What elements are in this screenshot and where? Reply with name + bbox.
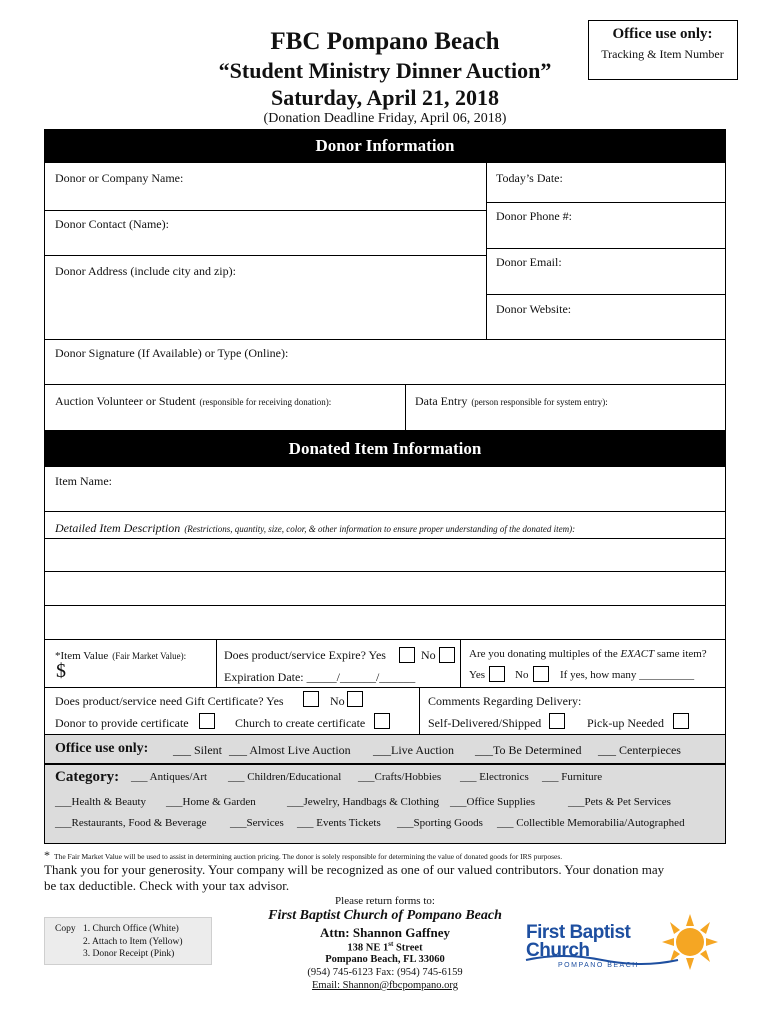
expire-no-label: No [421, 648, 436, 662]
street-a: 138 NE 1 [347, 942, 389, 954]
office-use-box-subtitle: Tracking & Item Number [601, 47, 724, 61]
footnote-mark: * [44, 848, 50, 862]
donor-cert-checkbox[interactable] [199, 713, 215, 729]
item-value-field[interactable] [72, 664, 212, 684]
item-value-label [55, 646, 186, 664]
item-desc-label-text: Detailed Item Description [55, 521, 181, 535]
org-title: FBC Pompano Beach [270, 28, 500, 55]
donor-section-title: Donor Information [44, 129, 726, 163]
deadline-note: (Donation Deadline Friday, April 06, 2018) [263, 111, 507, 126]
category-option[interactable]: ___Home & Garden [166, 796, 256, 808]
office-use-option-almost-live[interactable]: ___ Almost Live Auction [229, 743, 351, 757]
multiples-question [469, 648, 707, 660]
volunteer-label [55, 392, 331, 410]
category-option[interactable]: ___Services [230, 817, 284, 829]
self-delivered-label: Self-Delivered/Shipped [428, 716, 542, 730]
category-option[interactable]: ___ Electronics [460, 771, 529, 783]
donor-signature-label: Donor Signature (If Available) or Type (Online): [55, 346, 289, 360]
todays-date-label: Today’s Date: [496, 171, 563, 185]
gift-no-label: No [330, 694, 345, 708]
multiples-no-label: No [515, 669, 529, 681]
copy-item: 3. Donor Receipt (Pink) [83, 949, 175, 959]
item-name-field[interactable] [45, 467, 725, 511]
street-sup: st [388, 940, 394, 948]
item-desc-label-note: (Restrictions, quantity, size, color, & other information to ensure proper understanding of the donated item): [184, 524, 576, 534]
self-delivered-checkbox[interactable] [549, 713, 565, 729]
city-line: Pompano Beach, FL 33060 [325, 954, 445, 965]
volunteer-label-note: (responsible for receiving donation): [199, 397, 332, 407]
church-logo [522, 912, 722, 976]
data-entry-label-note: (person responsible for system entry): [471, 397, 608, 407]
multiples-question-a: Are you donating multiples of the [469, 648, 618, 660]
office-use-option-silent[interactable]: ___ Silent [173, 743, 223, 757]
volunteer-label-text: Auction Volunteer or Student [55, 394, 196, 408]
category-option[interactable]: ___Jewelry, Handbags & Clothing [287, 796, 440, 808]
category-option[interactable]: ___ Children/Educational [228, 771, 342, 783]
gift-no-checkbox[interactable] [347, 691, 363, 707]
copies-label: Copy [55, 924, 76, 934]
category-option[interactable]: ___ Events Tickets [297, 817, 381, 829]
return-forms-label: Please return forms to: [335, 895, 435, 907]
expire-yes-checkbox[interactable] [399, 647, 415, 663]
category-option[interactable]: ___ Furniture [542, 771, 603, 783]
pickup-checkbox[interactable] [673, 713, 689, 729]
expire-question: Does product/service Expire? Yes [224, 648, 386, 662]
gift-question: Does product/service need Gift Certificate? Yes [55, 694, 284, 708]
logo-line-1: First Baptist [526, 922, 631, 943]
church-cert-checkbox[interactable] [374, 713, 390, 729]
attn-line: Attn: Shannon Gaffney [319, 925, 451, 940]
event-date: Saturday, April 21, 2018 [271, 85, 499, 110]
pickup-label: Pick-up Needed [587, 716, 664, 730]
category-option[interactable]: ___Sporting Goods [397, 817, 483, 829]
office-use-option-centerpieces[interactable]: ___ Centerpieces [598, 743, 681, 757]
donor-cert-label: Donor to provide certificate [55, 716, 189, 730]
event-title: “Student Ministry Dinner Auction” [218, 58, 552, 83]
category-option[interactable]: ___Pets & Pet Services [568, 796, 671, 808]
street-b: Street [393, 942, 423, 954]
item-name-label: Item Name: [55, 474, 112, 488]
multiples-yes-label: Yes [469, 669, 486, 681]
data-entry-label [415, 392, 608, 410]
data-entry-label-text: Data Entry [415, 394, 468, 408]
logo-line-3: POMPANO BEACH [558, 962, 639, 969]
office-use-box[interactable] [588, 20, 738, 80]
thanks-line-1: Thank you for your generosity. Your company will be recognized as one of our valued contributors. Your donation may [44, 862, 665, 877]
item-section-title: Donated Item Information [44, 431, 726, 467]
category-option[interactable]: ___Office Supplies [450, 796, 536, 808]
category-option[interactable]: ___Crafts/Hobbies [358, 771, 442, 783]
donor-phone-label: Donor Phone #: [496, 209, 572, 223]
donor-address-label: Donor Address (include city and zip): [55, 264, 236, 278]
item-value-label-text: *Item Value [55, 650, 109, 662]
category-option[interactable]: ___Restaurants, Food & Beverage [55, 817, 207, 829]
category-option[interactable]: ___Health & Beauty [55, 796, 147, 808]
email-link[interactable]: Email: Shannon@fbcpompano.org [312, 980, 458, 991]
donor-email-label: Donor Email: [496, 255, 562, 269]
thanks-line-2: be tax deductible. Check with your tax advisor. [44, 878, 290, 893]
item-desc-line-1[interactable] [45, 539, 725, 571]
multiples-howmany-label[interactable]: If yes, how many __________ [560, 669, 695, 681]
logo-line-2: Church [526, 940, 590, 961]
donor-contact-label: Donor Contact (Name): [55, 217, 169, 231]
expire-no-checkbox[interactable] [439, 647, 455, 663]
multiples-question-b: same item? [656, 648, 707, 660]
phone-line: (954) 745-6123 Fax: (954) 745-6159 [307, 967, 463, 978]
copy-item: 2. Attach to Item (Yellow) [83, 937, 183, 947]
church-name: First Baptist Church of Pompano Beach [268, 908, 502, 923]
multiples-exact: EXACT [620, 648, 655, 660]
church-cert-label: Church to create certificate [235, 716, 366, 730]
office-use-label: Office use only: [55, 741, 149, 756]
multiples-no-checkbox[interactable] [533, 666, 549, 682]
item-desc-line-3[interactable] [45, 606, 725, 639]
expiration-date-label[interactable]: Expiration Date: _____/______/______ [224, 670, 416, 684]
copy-item: 1. Church Office (White) [83, 924, 179, 934]
multiples-yes-checkbox[interactable] [489, 666, 505, 682]
footnote-text: The Fair Market Value will be used to assist in determining auction pricing. The donor is solely responsible for determining the value of donated goods for IRS purposes. [54, 852, 563, 861]
item-desc-label [55, 519, 575, 537]
gift-yes-checkbox[interactable] [303, 691, 319, 707]
office-use-option-live[interactable]: ___Live Auction [373, 743, 454, 757]
donor-company-label: Donor or Company Name: [55, 171, 184, 185]
category-option[interactable]: ___ Collectible Memorabilia/Autographed [497, 817, 685, 829]
dollar-sign: $ [56, 660, 66, 682]
office-use-box-title: Office use only: [612, 26, 713, 42]
item-desc-line-2[interactable] [45, 572, 725, 605]
category-option[interactable]: ___ Antiques/Art [131, 771, 208, 783]
item-value-label-note: (Fair Market Value): [112, 651, 187, 661]
donor-website-label: Donor Website: [496, 302, 572, 316]
category-label: Category: [55, 769, 120, 785]
comments-label: Comments Regarding Delivery: [428, 694, 582, 708]
office-use-option-tbd[interactable]: ___To Be Determined [475, 743, 582, 757]
